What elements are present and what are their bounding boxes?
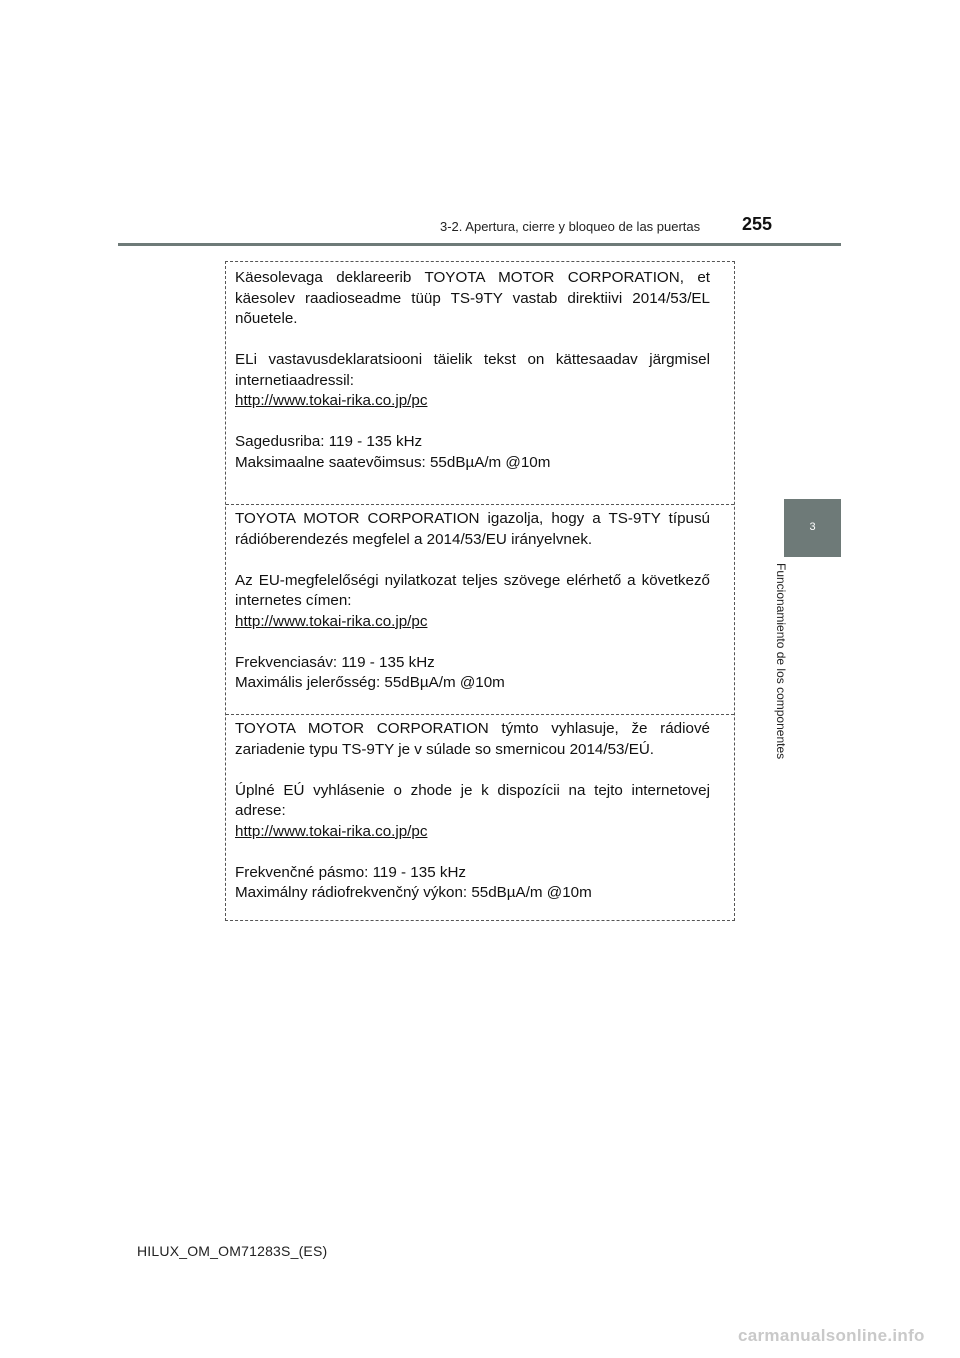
declaration-power: Maximális jelerősség: 55dBµA/m @10m [235,674,505,691]
page-number: 255 [742,214,773,234]
declaration-power: Maksimaalne saatevõimsus: 55dBµA/m @10m [235,453,551,471]
declarations-box [225,261,735,921]
declaration-power: Maximálny rádiofrekvenčný výkon: 55dBµA/m @10m [235,884,592,901]
running-header-section-title: 3-2. Apertura, cierre y bloqueo de las puertas [440,219,701,234]
declaration-hungarian [226,504,734,694]
declaration-url-link[interactable]: http://www.tokai-rika.co.jp/pc [235,822,428,840]
declaration-statement: TOYOTA MOTOR CORPORATION týmto vyhlasuje, že rádiové zariadenie typu TS-9TY je v súlade so smernicou 2014/53/EÚ. [235,720,710,758]
declaration-url-link[interactable]: http://www.tokai-rika.co.jp/pc [235,612,428,630]
header-divider [118,243,841,246]
declaration-frequency: Frekvenčné pásmo: 119 - 135 kHz [235,863,467,881]
declaration-availability: Az EU-megfelelőségi nyilatkozat teljes szövege elérhető a következő internetes címen: [235,571,710,609]
declaration-url-link[interactable]: http://www.tokai-rika.co.jp/pc [235,392,428,409]
declaration-slovak [226,714,734,904]
site-watermark: carmanualsonline.info [738,1326,925,1345]
declaration-availability: ELi vastavusdeklaratsiooni täielik tekst on kättesaadav järgmisel internetiaadressil: [235,351,710,389]
declaration-frequency: Sagedusriba: 119 - 135 kHz [235,433,423,450]
document-id: HILUX_OM_OM71283S_(ES) [137,1243,328,1259]
declaration-estonian [226,268,734,473]
declaration-statement: TOYOTA MOTOR CORPORATION igazolja, hogy a TS-9TY típusú rádióberendezés megfelel a 2014/53/EU irányelvnek. [235,510,710,548]
declaration-frequency: Frekvenciasáv: 119 - 135 kHz [235,653,435,671]
chapter-number: 3 [809,521,816,533]
chapter-tab [784,499,841,557]
declaration-availability: Úplné EÚ vyhlásenie o zhode je k dispozícii na tejto internetovej adrese: [235,781,710,819]
chapter-title: Funcionamiento de los componentes [774,563,788,760]
chapter-title-wrap [774,563,812,783]
declaration-statement: Käesolevaga deklareerib TOYOTA MOTOR CORPORATION, et käesolev raadioseadme tüüp TS-9TY vastab direktiivi 2014/53/EL nõuetele. [235,269,710,327]
